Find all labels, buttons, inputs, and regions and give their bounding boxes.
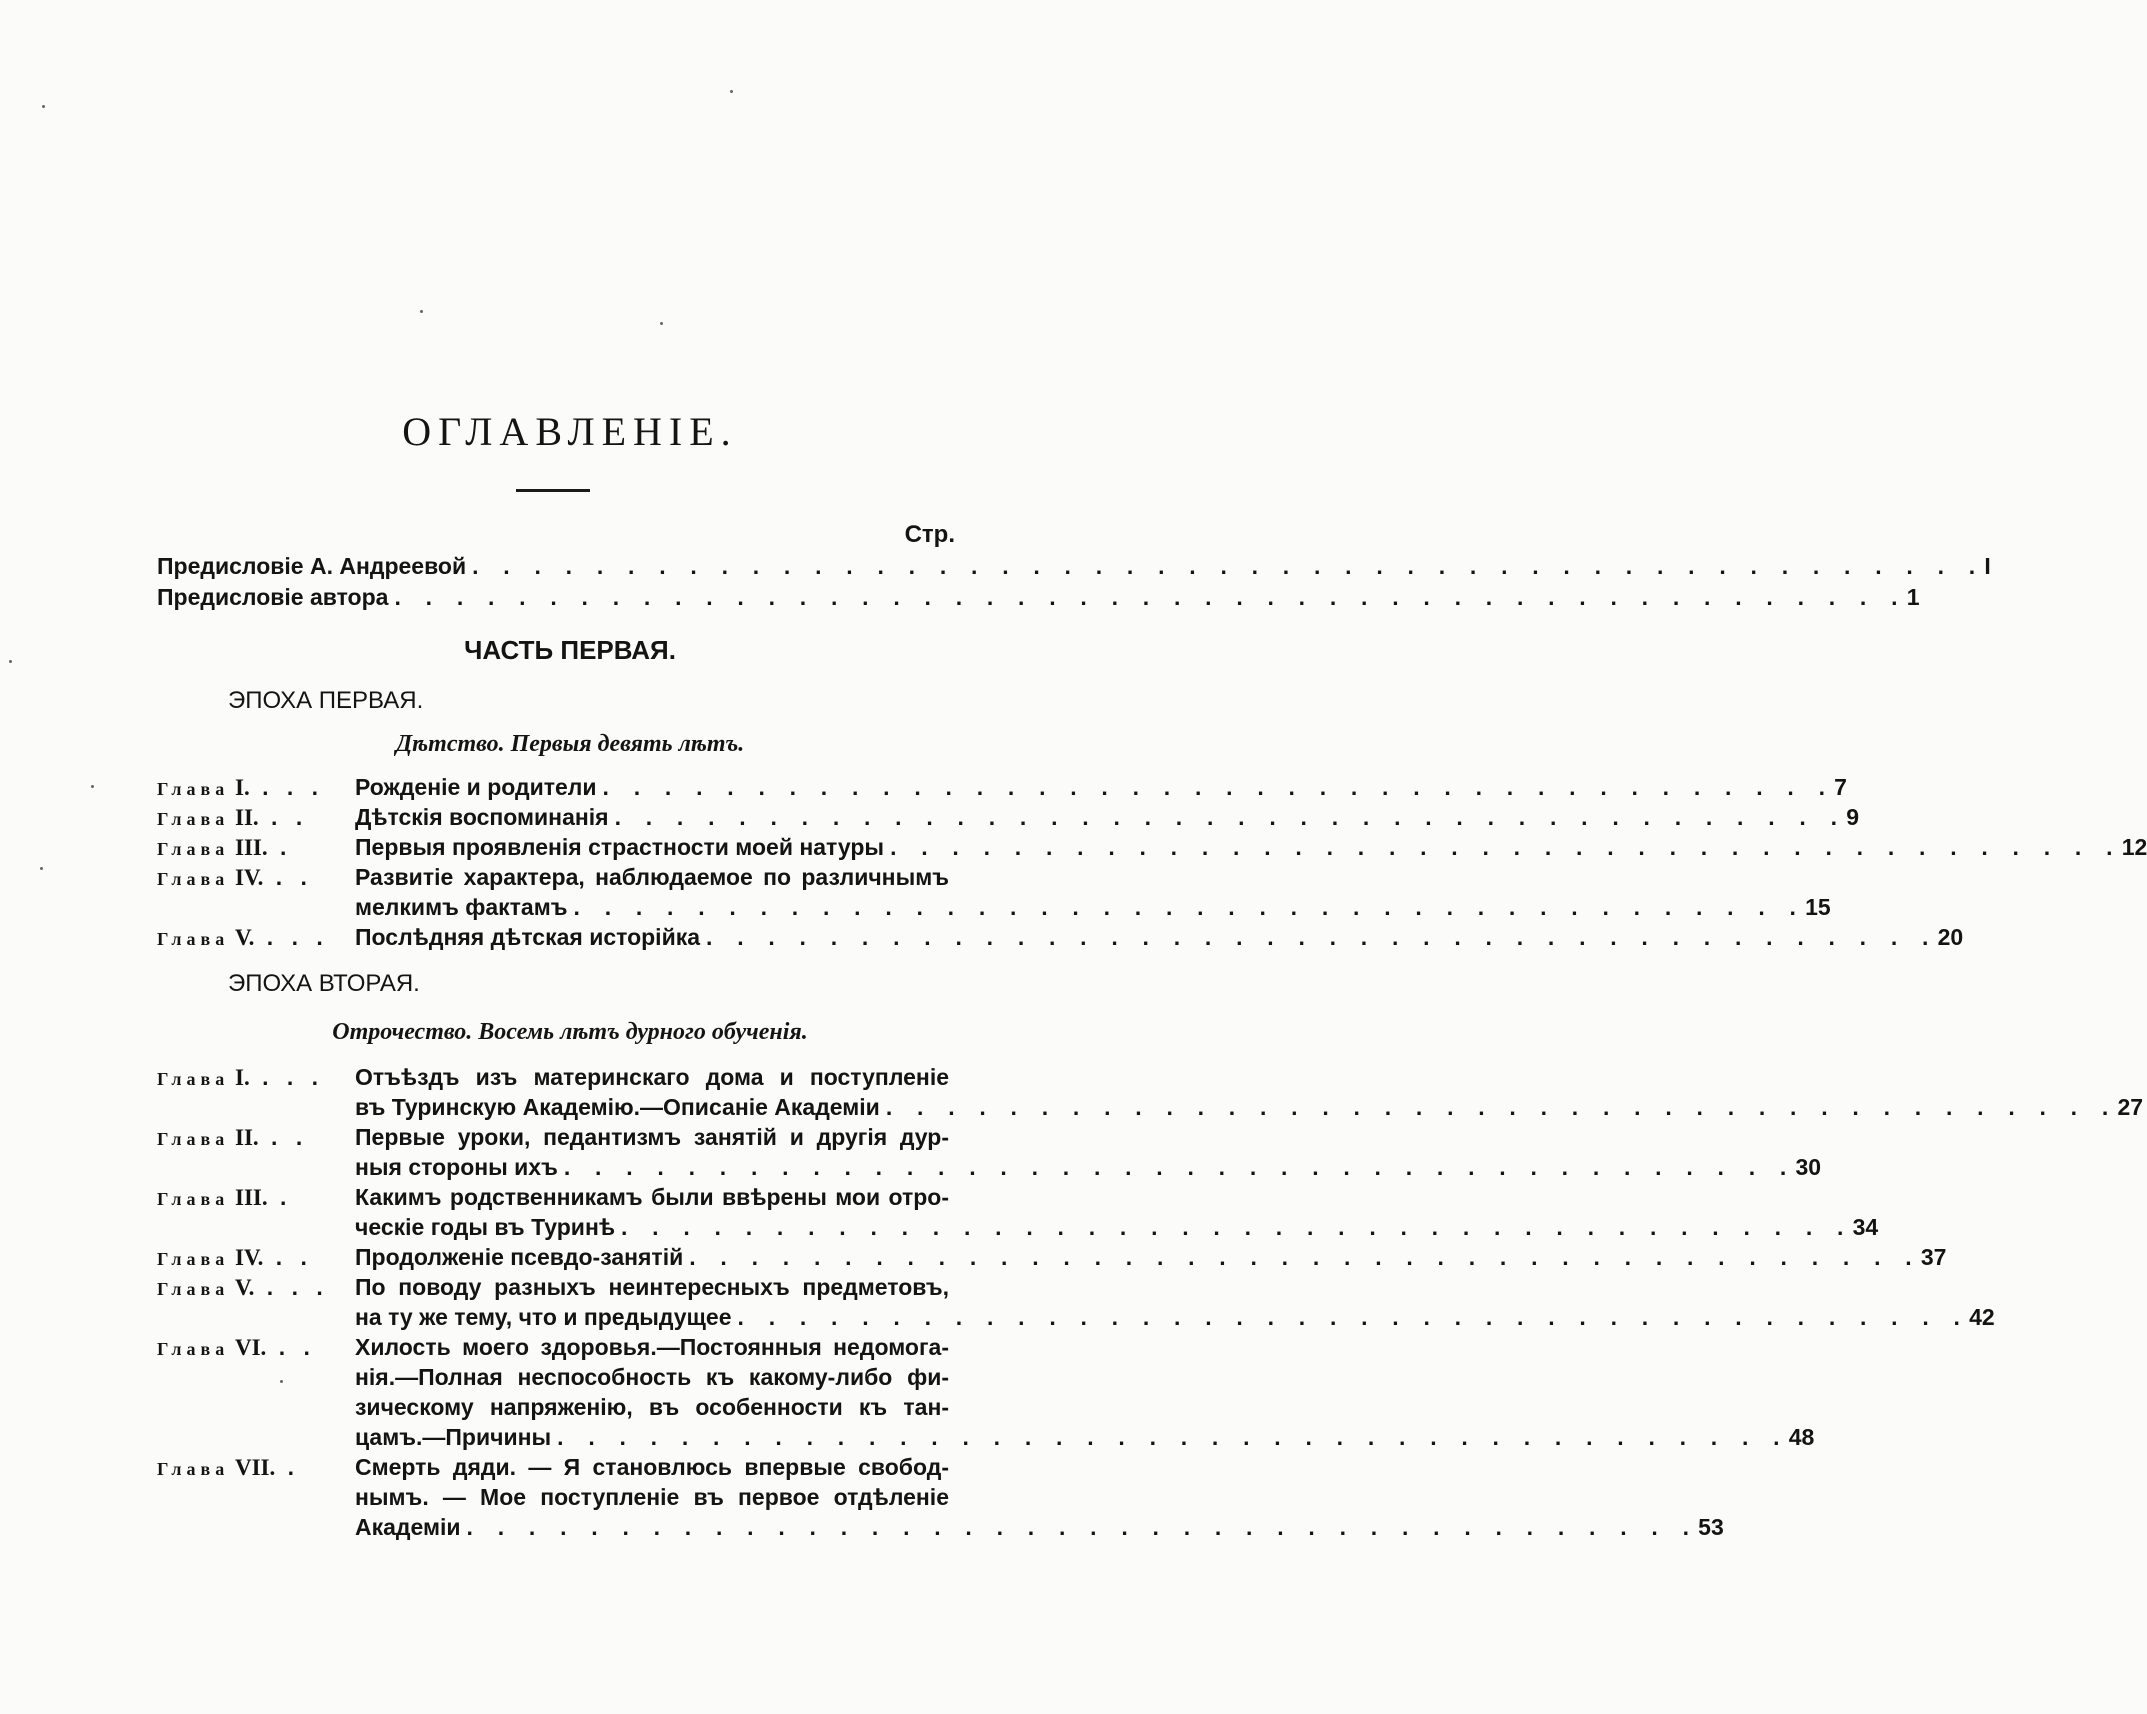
label-dots: . bbox=[267, 1184, 293, 1210]
toc-chapter bbox=[157, 924, 1964, 954]
chapter-page: 34 bbox=[1852, 1214, 1879, 1240]
chapter-body bbox=[355, 1274, 1995, 1334]
toc-chapter bbox=[157, 804, 1859, 834]
toc-entry-preface-andreeva bbox=[157, 553, 1991, 583]
chapter-title-text: Академіи bbox=[355, 1514, 461, 1540]
label-dots: . . . bbox=[254, 1274, 329, 1300]
chapter-number: VI. bbox=[229, 1335, 267, 1360]
part-title: ЧАСТЬ ПЕРВАЯ. bbox=[464, 635, 676, 665]
leader-dots: . . . . . . . . . . . . . . . . . . . . . . . . . . . . . . . . . . . . . . . . bbox=[885, 1094, 2118, 1120]
leader-dots: . . . . . . . . . . . . . . . . . . . . . . . . . . . . . . . . . . . . . . . . bbox=[621, 1214, 1853, 1240]
label-dots: . . bbox=[258, 804, 309, 830]
chapter-number: II. bbox=[229, 1125, 259, 1150]
chapter-label bbox=[157, 1454, 300, 1481]
page-column-label: Стр. bbox=[904, 521, 955, 548]
chapter-label bbox=[157, 774, 324, 801]
chapter-label bbox=[157, 924, 329, 951]
chapter-title-text: Послѣдняя дѣтская исторійка bbox=[355, 924, 701, 950]
chapter-line bbox=[355, 774, 1847, 804]
label-dots: . bbox=[275, 1454, 301, 1480]
chapter-title-text: ныя стороны ихъ bbox=[355, 1154, 558, 1180]
chapter-page: 37 bbox=[1920, 1244, 1947, 1270]
chapter-label bbox=[157, 834, 292, 861]
toc-chapter bbox=[157, 1244, 1947, 1274]
epoch-title: ЭПОХА ВТОРАЯ. bbox=[228, 970, 420, 997]
chapter-number: V. bbox=[229, 1275, 255, 1300]
chapter-line bbox=[355, 1364, 955, 1394]
toc-chapter bbox=[157, 774, 1847, 804]
chapter-title-text: По поводу разныхъ неинтересныхъ предметовъ, bbox=[355, 1274, 949, 1300]
chapter-page: 27 bbox=[2117, 1094, 2144, 1120]
chapter-title-text: Первыя проявленія страстности моей натуры bbox=[355, 834, 885, 860]
chapter-line bbox=[355, 1304, 1995, 1334]
leader-dots: . . . . . . . . . . . . . . . . . . . . . . . . . . . . . . . . . . . . . . . . bbox=[706, 924, 1938, 950]
chapter-page: 9 bbox=[1846, 804, 1859, 830]
chapter-title-text: нія.—Полная неспособность къ какому-либо фи- bbox=[355, 1364, 949, 1390]
chapter-label bbox=[157, 864, 313, 891]
chapter-body bbox=[355, 1124, 1822, 1184]
chapter-title-text: Рожденіе и родители bbox=[355, 774, 597, 800]
title-rule bbox=[516, 489, 590, 492]
chapter-word: Глава bbox=[157, 809, 230, 829]
chapter-line bbox=[355, 1484, 955, 1514]
epoch-title: ЭПОХА ПЕРВАЯ. bbox=[228, 687, 424, 714]
entry-text: Предисловіе А. Андреевой bbox=[157, 553, 467, 579]
chapter-body bbox=[355, 1184, 1879, 1244]
chapter-body bbox=[355, 834, 2147, 864]
chapter-label bbox=[157, 1334, 316, 1361]
chapter-line bbox=[355, 1274, 955, 1304]
leader-dots: . . . . . . . . . . . . . . . . . . . . . . . . . . . . . . . . . . . . . . . . bbox=[614, 804, 1847, 830]
chapter-number: I. bbox=[229, 775, 250, 800]
chapter-line bbox=[355, 1094, 2144, 1124]
chapter-page: 42 bbox=[1969, 1304, 1995, 1330]
chapter-word: Глава bbox=[157, 839, 230, 859]
chapter-body bbox=[355, 1454, 1724, 1544]
label-dots: . . bbox=[263, 864, 313, 890]
chapter-word: Глава bbox=[157, 1129, 230, 1149]
chapter-title-text: Отъѣздъ изъ материнскаго дома и поступленіе bbox=[355, 1064, 949, 1090]
chapter-line bbox=[355, 1244, 1947, 1274]
chapter-title-text: Дѣтскія воспоминанія bbox=[355, 804, 609, 830]
chapter-page: 48 bbox=[1788, 1424, 1815, 1450]
chapter-word: Глава bbox=[157, 1069, 230, 1089]
chapter-title-text: ческіе годы въ Туринѣ bbox=[355, 1214, 615, 1240]
chapter-word: Глава bbox=[157, 1189, 230, 1209]
chapter-line bbox=[355, 834, 2147, 864]
chapter-line bbox=[355, 1424, 1815, 1454]
toc-chapter bbox=[157, 1064, 2144, 1124]
chapter-word: Глава bbox=[157, 1339, 230, 1359]
chapter-line bbox=[355, 1334, 955, 1364]
chapter-number: V. bbox=[229, 925, 255, 950]
chapter-label bbox=[157, 1184, 292, 1211]
leader-dots: . . . . . . . . . . . . . . . . . . . . . . . . . . . . . . . . . . . . . . . . bbox=[573, 894, 1806, 920]
chapter-title-text: Какимъ родственникамъ были ввѣрены мои отро- bbox=[355, 1184, 949, 1210]
chapter-number: III. bbox=[229, 835, 268, 860]
chapter-line bbox=[355, 1514, 1724, 1544]
chapter-line bbox=[355, 1184, 955, 1214]
chapter-label bbox=[157, 1244, 313, 1271]
chapter-number: II. bbox=[229, 805, 259, 830]
chapter-page: 20 bbox=[1937, 924, 1964, 950]
chapter-line bbox=[355, 924, 1964, 954]
epoch-subtitle: Дѣтство. Первыя девять лѣтъ. bbox=[395, 731, 745, 757]
label-dots: . . . bbox=[249, 1064, 325, 1090]
toc-chapter bbox=[157, 864, 1831, 924]
toc-chapter bbox=[157, 1334, 1815, 1454]
entry-text: Предисловіе автора bbox=[157, 584, 389, 610]
label-dots: . bbox=[267, 834, 293, 860]
chapter-body bbox=[355, 1064, 2144, 1124]
chapter-page: 7 bbox=[1834, 774, 1847, 800]
chapter-title-text: Смерть дяди. — Я становлюсь впервые свобод- bbox=[355, 1454, 949, 1480]
chapter-number: IV. bbox=[229, 1245, 264, 1270]
chapter-title-text: Развитіе характера, наблюдаемое по различнымъ bbox=[355, 864, 949, 890]
chapter-word: Глава bbox=[157, 869, 230, 889]
chapter-title-text: Первые уроки, педантизмъ занятій и другія дур- bbox=[355, 1124, 949, 1150]
chapter-word: Глава bbox=[157, 1459, 230, 1479]
chapter-page: 15 bbox=[1805, 894, 1831, 920]
chapter-line bbox=[355, 1394, 955, 1424]
leader-dots: . . . . . . . . . . . . . . . . . . . . . . . . . . . . . . . . . . . . . . . . . . . . . . . . . bbox=[394, 584, 1907, 610]
label-dots: . . . bbox=[254, 924, 329, 950]
chapter-page: 53 bbox=[1698, 1514, 1724, 1540]
toc-chapter bbox=[157, 1454, 1724, 1544]
chapter-line bbox=[355, 1064, 955, 1094]
toc-chapter bbox=[157, 1184, 1879, 1244]
label-dots: . . . bbox=[249, 774, 325, 800]
chapter-line bbox=[355, 864, 955, 894]
chapter-line bbox=[355, 1154, 1822, 1184]
chapter-body bbox=[355, 804, 1859, 834]
leader-dots: . . . . . . . . . . . . . . . . . . . . . . . . . . . . . . . . . . . . . . . . bbox=[689, 1244, 1921, 1270]
label-dots: . . bbox=[266, 1334, 316, 1360]
label-dots: . . bbox=[258, 1124, 309, 1150]
chapter-word: Глава bbox=[157, 1279, 230, 1299]
label-dots: . . bbox=[263, 1244, 313, 1270]
leader-dots: . . . . . . . . . . . . . . . . . . . . . . . . . . . . . . . . . . . . . . . . . . . . . . . . . bbox=[472, 553, 1985, 579]
chapter-number: IV. bbox=[229, 865, 264, 890]
chapter-body bbox=[355, 864, 1831, 924]
chapter-body bbox=[355, 1244, 1947, 1274]
chapter-label bbox=[157, 1124, 308, 1151]
chapter-title-text: нымъ. — Мое поступленіе въ первое отдѣленіе bbox=[355, 1484, 949, 1510]
leader-dots: . . . . . . . . . . . . . . . . . . . . . . . . . . . . . . . . . . . . . . . . bbox=[737, 1304, 1970, 1330]
entry-page: 1 bbox=[1906, 584, 1920, 610]
leader-dots: . . . . . . . . . . . . . . . . . . . . . . . . . . . . . . . . . . . . . . . . bbox=[557, 1424, 1789, 1450]
chapter-line bbox=[355, 1124, 955, 1154]
chapter-title-text: Продолженіе псевдо-занятій bbox=[355, 1244, 684, 1270]
chapter-line bbox=[355, 1454, 955, 1484]
toc-chapter bbox=[157, 1124, 1822, 1184]
chapter-body bbox=[355, 1334, 1815, 1454]
chapter-word: Глава bbox=[157, 1249, 230, 1269]
chapter-line bbox=[355, 894, 1831, 924]
chapter-word: Глава bbox=[157, 929, 230, 949]
chapter-page: 30 bbox=[1795, 1154, 1822, 1180]
chapter-title-text: на ту же тему, что и предыдущее bbox=[355, 1304, 732, 1330]
leader-dots: . . . . . . . . . . . . . . . . . . . . . . . . . . . . . . . . . . . . . . . . bbox=[890, 834, 2122, 860]
page-title: ОГЛАВЛЕНІЕ. bbox=[402, 409, 738, 454]
epoch-subtitle: Отрочество. Восемь лѣтъ дурного обученія. bbox=[332, 1019, 808, 1045]
chapter-title-text: зическому напряженію, въ особенности къ тан- bbox=[355, 1394, 949, 1420]
chapter-body bbox=[355, 774, 1847, 804]
toc-chapter bbox=[157, 1274, 1995, 1334]
toc-chapter bbox=[157, 834, 2147, 864]
chapter-number: I. bbox=[229, 1065, 250, 1090]
chapter-title-text: Хилость моего здоровья.—Постоянныя недомога- bbox=[355, 1334, 949, 1360]
toc-entry-preface-author bbox=[157, 584, 1920, 614]
chapter-word: Глава bbox=[157, 779, 230, 799]
chapter-title-text: въ Туринскую Академію.—Описаніе Академіи bbox=[355, 1094, 880, 1120]
leader-dots: . . . . . . . . . . . . . . . . . . . . . . . . . . . . . . . . . . . . . . . . bbox=[466, 1514, 1699, 1540]
chapter-page: 12 bbox=[2121, 834, 2147, 860]
chapter-label bbox=[157, 804, 308, 831]
entry-page: I bbox=[1984, 553, 1991, 579]
chapter-title-text: мелкимъ фактамъ bbox=[355, 894, 568, 920]
chapter-number: VII. bbox=[229, 1455, 276, 1480]
chapter-label bbox=[157, 1274, 329, 1301]
leader-dots: . . . . . . . . . . . . . . . . . . . . . . . . . . . . . . . . . . . . . . . . bbox=[563, 1154, 1796, 1180]
leader-dots: . . . . . . . . . . . . . . . . . . . . . . . . . . . . . . . . . . . . . . . . bbox=[602, 774, 1835, 800]
chapter-line bbox=[355, 804, 1859, 834]
chapter-body bbox=[355, 924, 1964, 954]
chapter-number: III. bbox=[229, 1185, 268, 1210]
chapter-label bbox=[157, 1064, 324, 1091]
chapter-line bbox=[355, 1214, 1879, 1244]
chapter-title-text: цамъ.—Причины bbox=[355, 1424, 552, 1450]
